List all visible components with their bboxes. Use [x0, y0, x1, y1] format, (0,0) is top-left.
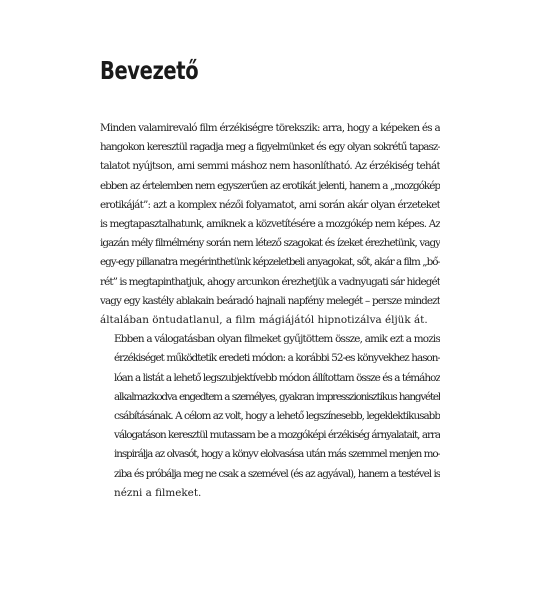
text-line: Ebben a válogatásban olyan filmeket gyűjtöttem össze, amik ezt a mozis [114, 333, 440, 346]
page-title: Bevezető [100, 56, 199, 85]
text-line: ebben az értelemben nem egyszerűen az erotikát jelenti, hanem a „mozgókép [100, 179, 440, 192]
text-line: igazán mély filmélmény során nem létező szagokat és ízeket érezhetünk, vagy [100, 237, 440, 250]
text-line: lóan a listát a lehető legszubjektívebb módon állítottam össze és a témához [114, 371, 440, 384]
text-line: hangokon keresztül ragadja meg a figyelmünket és egy olyan sokrétű tapasz- [100, 141, 440, 154]
text-line: csábításának. A célom az volt, hogy a lehető legszínesebb, legeklektikusabb [114, 410, 440, 423]
text-line: egy-egy pillanatra megérinthetünk képzeletbeli anyagokat, sőt, akár a film „bő- [100, 256, 440, 269]
text-line: ziba és próbálja meg ne csak a szemével (és az agyával), hanem a testével is [114, 467, 440, 480]
text-line: rét” is megtapinthatjuk, ahogy arcunkon érezhetjük a vadnyugati sár hidegét [100, 275, 440, 288]
text-line: inspirálja az olvasót, hogy a könyv elolvasása után más szemmel menjen mo- [114, 448, 440, 461]
text-line: talatot nyújtson, ami semmi máshoz nem hasonlítható. Az érzékiség tehát [100, 160, 440, 173]
paragraph-1 [100, 119, 440, 330]
text-line: általában öntudatlanul, a film mágiájától hipnotizálva éljük át. [100, 314, 428, 327]
body-text [100, 119, 440, 503]
text-line: vagy egy kastély ablakain beáradó hajnali napfény melegét – persze mindezt [100, 294, 440, 307]
text-line: erotikáját”: azt a komplex nézői folyamatot, ami során akár olyan érzeteket [100, 198, 440, 211]
text-line: is megtapasztalhatunk, amiknek a közvetítésére a mozgókép nem képes. Az [100, 218, 440, 231]
paragraph-2 [100, 330, 440, 503]
text-line: válogatáson keresztül mutassam be a mozgóképi érzékiség árnyalatait, arra [114, 429, 440, 442]
text-line: érzékiséget működtetik eredeti módon: a korábbi 52-es könyvekhez hason- [114, 352, 440, 365]
text-line: Minden valamirevaló film érzékiségre törekszik: arra, hogy a képeken és a [100, 122, 440, 134]
text-line: alkalmazkodva engedtem a személyes, gyakran impresszionisztikus hangvétel [114, 390, 440, 403]
text-line: nézni a filmeket. [114, 486, 202, 499]
